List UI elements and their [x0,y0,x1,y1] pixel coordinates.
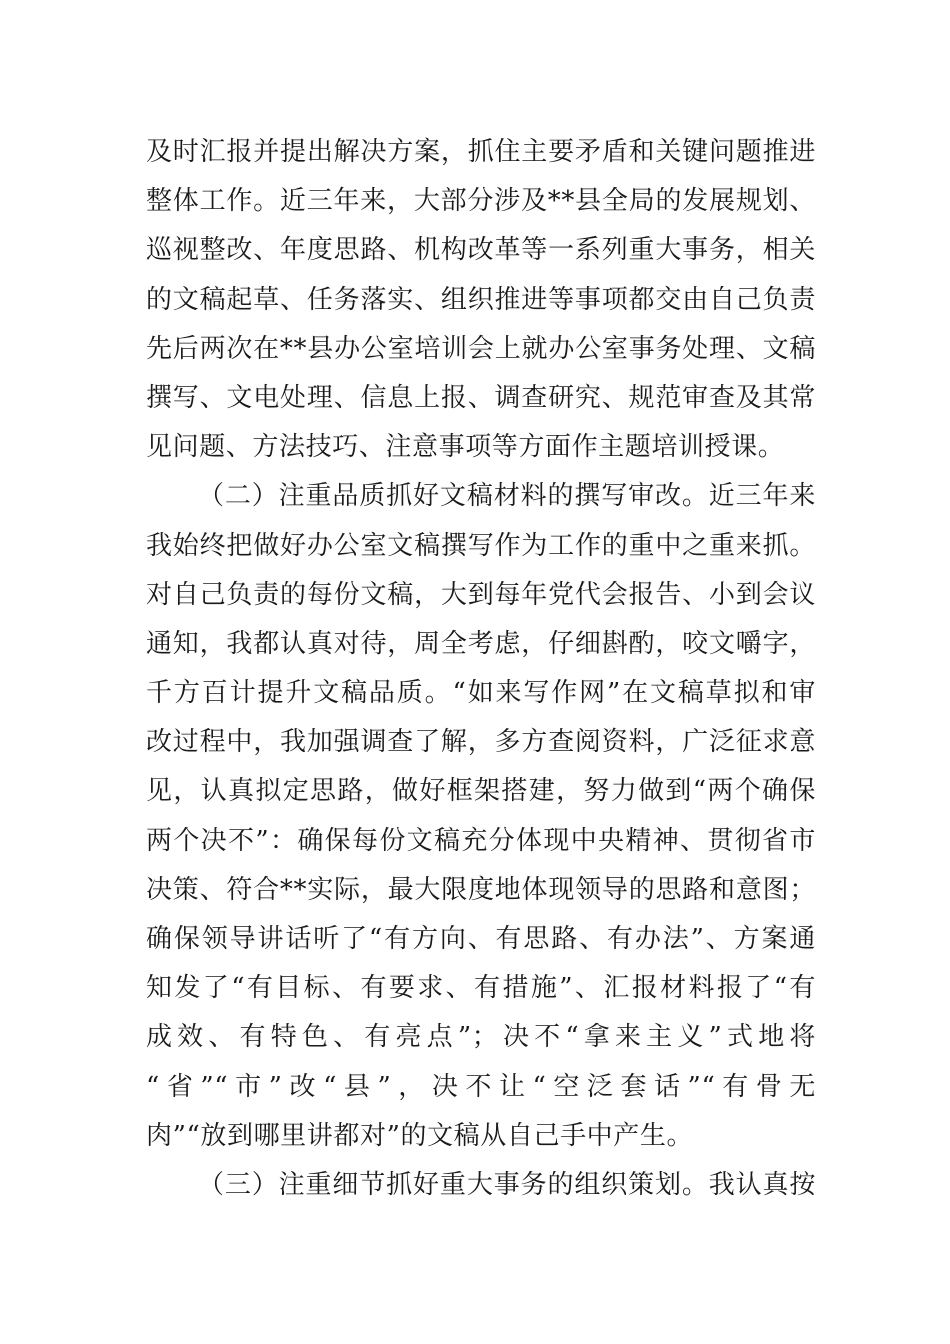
text-line-11: 通知，我都认真对待，周全考虑，仔细斟酌，咬文嚼字， [146,628,816,659]
text-line-14: 见，认真拟定思路，做好框架搭建，努力做到“两个确保 [146,776,816,807]
text-line-13: 改过程中，我加强调查了解，多方查阅资料，广泛征求意 [146,727,816,758]
text-line-7: 见问题、方法技巧、注意事项等方面作主题培训授课。 [146,432,785,463]
text-line-17: 确保领导讲话听了“有方向、有思路、有办法”、方案通 [146,924,816,954]
text-line-21: 肉”“放到哪里讲都对”的文稿从自己手中产生。 [146,1120,694,1151]
text-line-12: 千方百计提升文稿品质。“如来写作网”在文稿草拟和审 [146,678,816,709]
text-line-2: 整体工作。近三年来，大部分涉及**县全局的发展规划、 [146,186,816,217]
text-line-3: 巡视整改、年度思路、机构改革等一系列重大事务，相关 [146,235,816,266]
section-heading-2: （二）注重品质抓好文稿材料的撰写审改。近三年来 [198,481,816,512]
text-line-6: 撰写、文电处理、信息上报、调查研究、规范审查及其常 [146,382,816,413]
text-line-10: 对自己负责的每份文稿，大到每年党代会报告、小到会议 [146,579,816,610]
text-line-1: 及时汇报并提出解决方案，抓住主要矛盾和关键问题推进 [146,137,816,167]
body-text [146,128,816,1210]
text-line-4: 的文稿起草、任务落实、组织推进等事项都交由自己负责 [146,284,816,315]
text-line-9: 我始终把做好办公室文稿撰写作为工作的重中之重来抓。 [146,530,816,561]
text-line-5: 先后两次在**县办公室培训会上就办公室事务处理、文稿 [146,333,816,364]
text-line-15: 两个决不”：确保每份文稿充分体现中央精神、贯彻省市 [146,825,816,856]
text-line-20: “省”“市”改“县”，决不让“空泛套话”“有骨无 [146,1071,816,1102]
section-heading-3: （三）注重细节抓好重大事务的组织策划。我认真按 [198,1169,816,1200]
text-line-18: 知发了“有目标、有要求、有措施”、汇报材料报了“有 [146,973,816,1004]
text-line-19: 成效、有特色、有亮点”；决不“拿来主义”式地将 [146,1022,816,1053]
text-line-16: 决策、符合**实际，最大限度地体现领导的思路和意图； [146,874,816,905]
